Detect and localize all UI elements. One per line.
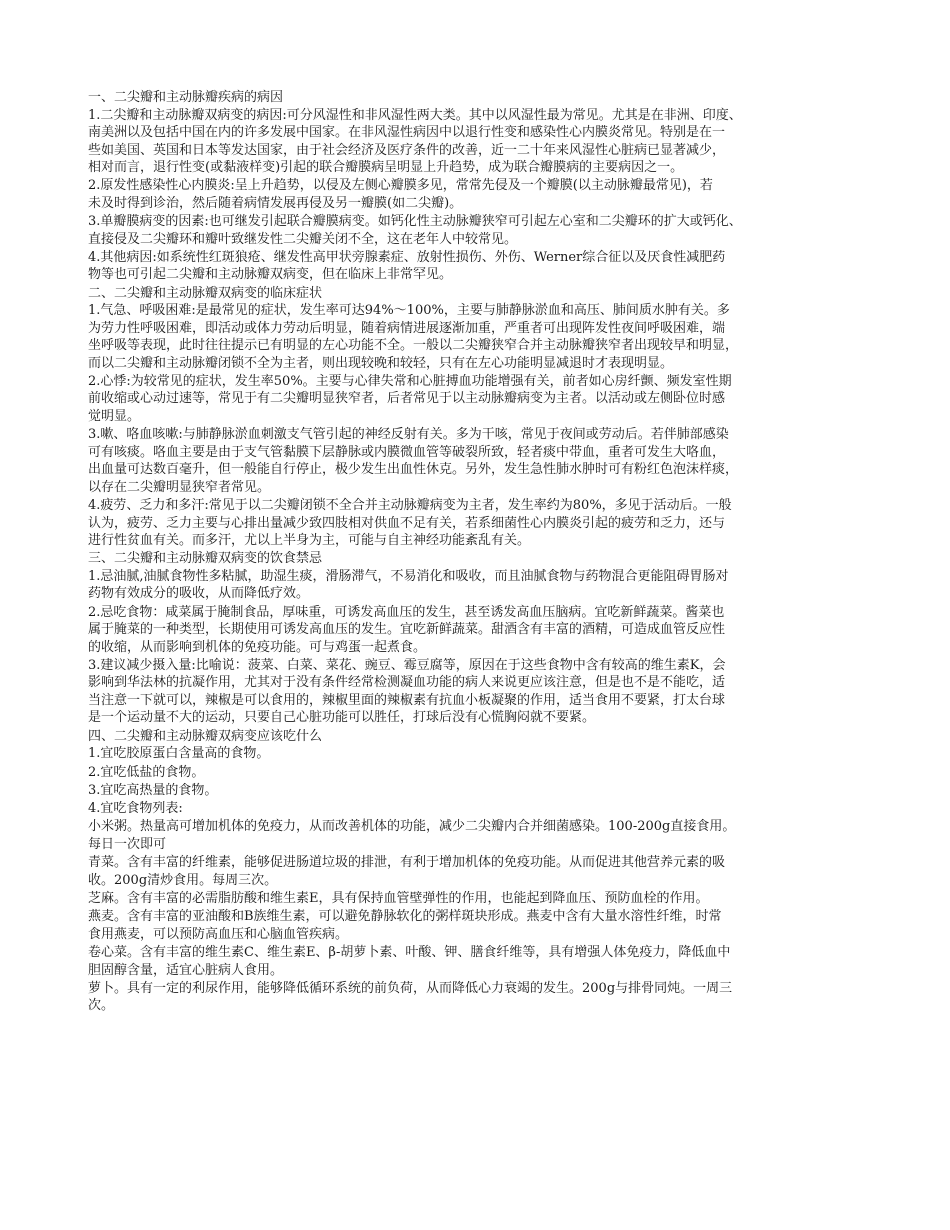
- text-line: 三、二尖瓣和主动脉瓣双病变的饮食禁忌: [88, 551, 323, 567]
- text-line: 出血量可达数百毫升，但一般能自行停止，极少发生出血性休克。另外，发生急性肺水肿时可有粉红色泡沫样痰，: [88, 462, 739, 478]
- section-heading-3: [88, 550, 868, 568]
- text-line: 认为，疲劳、乏力主要与心排出量减少致四肢相对供血不足有关，若系细菌性心内膜炎引起的疲劳和乏力，还与: [88, 515, 726, 531]
- text-line: 食用燕麦，可以预防高血压和心脑血管疾病。: [88, 926, 349, 942]
- paragraph: [88, 497, 868, 550]
- text-line: 卷心菜。含有丰富的维生素C、维生素E、β-胡萝卜素、叶酸、钾、膳食纤维等，具有增强人体免疫力，降低血中: [88, 945, 731, 961]
- text-line: 而以二尖瓣和主动脉瓣闭锁不全为主者，则出现较晚和较轻，只有在左心功能明显减退时才表现明显。: [88, 355, 674, 371]
- paragraph: [88, 177, 868, 212]
- text-line: 每日一次即可: [88, 836, 167, 852]
- text-line: 一、二尖瓣和主动脉瓣疾病的病因: [88, 90, 284, 105]
- text-line: 坐呼吸等表现，此时往往提示已有明显的左心功能不全。一般以二尖瓣狭窄合并主动脉瓣狭窄者出现较早和明显，: [88, 338, 739, 354]
- paragraph: [88, 890, 868, 908]
- text-line: 药物有效成分的吸收，从而降低疗效。: [88, 586, 310, 602]
- paragraph: [88, 107, 868, 177]
- text-line: 萝卜。具有一定的利尿作用，能够降低循环系统的前负荷，从而降低心力衰竭的发生。200g与排骨同炖。一周三: [88, 980, 733, 996]
- text-line: 相对而言，退行性变(或黏液样变)引起的联合瓣膜病呈明显上升趋势，成为联合瓣膜病的主要病因之一。: [88, 160, 684, 175]
- paragraph: [88, 604, 868, 657]
- text-line: 2.原发性感染性心内膜炎:呈上升趋势，以侵及左侧心瓣膜多见，常常先侵及一个瓣膜(以主动脉瓣最常见)，若: [88, 178, 713, 194]
- text-line: 2.心悸:为较常见的症状，发生率50%。主要与心律失常和心脏搏血功能增强有关，前者如心房纤颤、频发室性期: [88, 373, 732, 389]
- text-line: 进行性贫血有关。而多汗，尤以上半身为主，可能与自主神经功能紊乱有关。: [88, 533, 531, 549]
- text-line: 2.宜吃低盐的食物。: [88, 764, 205, 780]
- text-line: 影响到华法林的抗凝作用，尤其对于没有条件经常检测凝血功能的病人来说更应该注意，但是也不是不能吃，适: [88, 675, 726, 691]
- text-line: 直接侵及二尖瓣环和瓣叶致继发性二尖瓣关闭不全，这在老年人中较常见。: [88, 231, 518, 247]
- text-line: 4.其他病因:如系统性红斑狼疮、继发性高甲状旁腺素症、放射性损伤、外伤、Werner综合征以及厌食性减肥药: [88, 249, 726, 265]
- text-line: 收。200g清炒食用。每周三次。: [88, 872, 278, 888]
- text-line: 些如美国、英国和日本等发达国家，由于社会经济及医疗条件的改善，近一二十年来风湿性心脏病已显著减少，: [88, 142, 726, 158]
- text-line: 当注意一下就可以，辣椒是可以食用的，辣椒里面的辣椒素有抗血小板凝聚的作用，适当食用不要紧，打太台球: [88, 692, 726, 708]
- paragraph: [88, 657, 868, 727]
- text-line: 胆固醇含量，适宜心脏病人食用。: [88, 962, 284, 978]
- paragraph: [88, 980, 868, 1015]
- text-line: 是一个运动量不大的运动，只要自己心脏功能可以胜任，打球后没有心慌胸闷就不要紧。: [88, 710, 596, 726]
- paragraph: [88, 908, 868, 943]
- paragraph: [88, 800, 868, 818]
- paragraph: [88, 818, 868, 853]
- text-line: 3.单瓣膜病变的因素:也可继发引起联合瓣膜病变。如钙化性主动脉瓣狭窄可引起左心室和二尖瓣环的扩大或钙化、: [88, 214, 742, 230]
- text-line: 为劳力性呼吸困难，即活动或体力劳动后明显，随着病情进展逐渐加重，严重者可出现阵发性夜间呼吸困难，端: [88, 320, 726, 336]
- text-line: 1.二尖瓣和主动脉瓣双病变的病因:可分风湿性和非风湿性两大类。其中以风湿性最为常见。尤其是在非洲、印度、: [88, 107, 742, 123]
- paragraph: [88, 764, 868, 782]
- text-line: 次。: [88, 998, 115, 1014]
- text-line: 3.宜吃高热量的食物。: [88, 782, 218, 798]
- paragraph: [88, 782, 868, 800]
- section-heading-2: [88, 285, 868, 303]
- text-line: 1.忌油腻,油腻食物性多粘腻，助湿生痰，滑肠滞气，不易消化和吸收，而且油腻食物与药物混合更能阻碍胃肠对: [88, 568, 729, 584]
- paragraph: [88, 426, 868, 496]
- text-line: 小米粥。热量高可增加机体的免疫力，从而改善机体的功能，减少二尖瓣内合并细菌感染。100-200g直接食用。: [88, 819, 736, 835]
- section-heading-4: [88, 728, 868, 746]
- text-line: 1.宜吃胶原蛋白含量高的食物。: [88, 746, 270, 762]
- text-line: 1.气急、呼吸困难:是最常见的症状，发生率可达94%～100%，主要与肺静脉淤血和高压、肺间质水肿有关。多: [88, 303, 730, 319]
- paragraph: [88, 249, 868, 284]
- text-line: 可有咳痰。咯血主要是由于支气管黏膜下层静脉或内膜微血管等破裂所致，轻者痰中带血，重者可发生大咯血，: [88, 444, 726, 460]
- paragraph: [88, 944, 868, 979]
- paragraph: [88, 745, 868, 763]
- text-line: 4.疲劳、乏力和多汗:常见于以二尖瓣闭锁不全合并主动脉瓣病变为主者，发生率约为80%，多见于活动后。一般: [88, 498, 732, 514]
- text-line: 以存在二尖瓣明显狭窄者常见。: [88, 479, 271, 495]
- paragraph: [88, 213, 868, 248]
- text-line: 青菜。含有丰富的纤维素，能够促进肠道垃圾的排泄，有利于增加机体的免疫功能。从而促进其他营养元素的吸: [88, 855, 726, 871]
- text-line: 燕麦。含有丰富的亚油酸和B族维生素，可以避免静脉软化的粥样斑块形成。燕麦中含有大量水溶性纤维，时常: [88, 909, 722, 925]
- text-line: 前收缩或心动过速等，常见于有二尖瓣明显狭窄者，后者常见于以主动脉瓣病变为主者。以活动或左侧卧位时感: [88, 391, 726, 407]
- text-line: 属于腌菜的一种类型，长期使用可诱发高血压的发生。宜吃新鲜蔬菜。甜酒含有丰富的酒精，可造成血管反应性: [88, 622, 726, 638]
- text-line: 四、二尖瓣和主动脉瓣双病变应该吃什么: [88, 728, 323, 744]
- section-heading-1: [88, 89, 868, 107]
- text-line: 芝麻。含有丰富的必需脂肪酸和维生素E，具有保持血管壁弹性的作用，也能起到降血压、预防血栓的作用。: [88, 891, 709, 907]
- text-line: 2.忌吃食物：咸菜属于腌制食品，厚味重，可诱发高血压的发生，甚至诱发高血压脑病。宜吃新鲜蔬菜。酱菜也: [88, 604, 725, 620]
- text-line: 物等也可引起二尖瓣和主动脉瓣双病变，但在临床上非常罕见。: [88, 267, 453, 283]
- text-line: 3.嗽、咯血咳嗽:与肺静脉淤血刺激支气管引起的神经反射有关。多为干咳，常见于夜间或劳动后。若伴肺部感染: [88, 427, 729, 443]
- paragraph: [88, 568, 868, 603]
- text-line: 二、二尖瓣和主动脉瓣双病变的临床症状: [88, 285, 323, 301]
- paragraph: [88, 302, 868, 372]
- document-page: [88, 89, 868, 1016]
- paragraph: [88, 373, 868, 426]
- text-line: 3.建议减少摄入量:比喻说：菠菜、白菜、菜花、豌豆、霉豆腐等，原因在于这些食物中含有较高的维生素K，会: [88, 657, 726, 673]
- text-line: 未及时得到诊治，然后随着病情发展再侵及另一瓣膜(如二尖瓣)。: [88, 195, 463, 211]
- paragraph: [88, 854, 868, 889]
- text-line: 4.宜吃食物列表:: [88, 801, 183, 817]
- text-line: 南美洲以及包括中国在内的许多发展中国家。在非风湿性病因中以退行性变和感染性心内膜炎常见。特别是在一: [88, 125, 726, 140]
- text-line: 的收缩，从而影响到机体的免疫功能。可与鸡蛋一起煮食。: [88, 639, 427, 655]
- text-line: 觉明显。: [88, 408, 141, 424]
